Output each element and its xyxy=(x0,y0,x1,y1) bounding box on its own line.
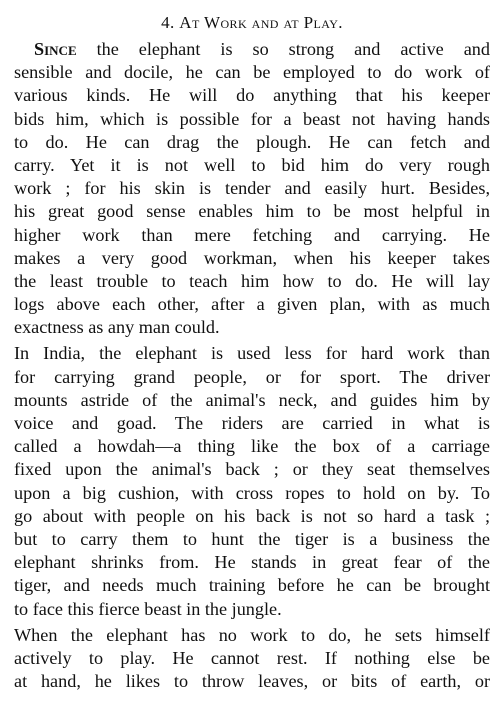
paragraph-3 xyxy=(14,624,490,694)
text-line: the least trouble to teach him how to do. He will lay xyxy=(14,270,490,291)
text-line: various kinds. He will do anything that his keeper xyxy=(14,85,490,106)
text-line: logs above each other, after a given plan, with as much xyxy=(14,294,490,315)
lead-word: Since xyxy=(34,39,77,59)
text-line: at hand, he likes to throw leaves, or bits of earth, or xyxy=(14,671,490,692)
text-line: tiger, and needs much training before he can be brought xyxy=(14,575,490,596)
text-line: to face this fierce beast in the jungle. xyxy=(14,598,282,619)
text-line: bids him, which is possible for a beast not having hands xyxy=(14,108,490,129)
paragraph-2 xyxy=(14,342,490,620)
text-line: fixed upon the animal's back ; or they seat themselves xyxy=(14,459,490,480)
text-line: In India, the elephant is used less for hard work than xyxy=(14,343,490,364)
book-page xyxy=(14,0,490,693)
text-line: actively to play. He cannot rest. If nothing else be xyxy=(14,647,490,668)
chapter-number: 4. xyxy=(161,13,175,32)
chapter-heading xyxy=(14,0,490,38)
text-line: his great good sense enables him to be most helpful in xyxy=(14,201,490,222)
text-line: makes a very good workman, when his keeper takes xyxy=(14,247,490,268)
text-line: higher work than mere fetching and carrying. He xyxy=(14,224,490,245)
text-line: go about with people on his back is not so hard a task ; xyxy=(14,505,490,526)
text-line: for carrying grand people, or for sport. The driver xyxy=(14,366,490,387)
text-line: mounts astride of the animal's neck, and guides him by xyxy=(14,389,490,410)
text-line: Since the elephant is so strong and active and xyxy=(34,39,490,59)
text-line: work ; for his skin is tender and easily hurt. Besides, xyxy=(14,178,490,199)
text-line: carry. Yet it is not well to bid him do very rough xyxy=(14,154,490,175)
text-line: voice and goad. The riders are carried in what is xyxy=(14,413,490,433)
paragraph-1 xyxy=(14,38,490,339)
text-line: sensible and docile, he can be employed to do work of xyxy=(14,62,490,83)
text-line: to do. He can drag the plough. He can fetch and xyxy=(14,131,490,152)
text-line: but to carry them to hunt the tiger is a business the xyxy=(14,528,490,549)
text-line: exactness as any man could. xyxy=(14,317,220,338)
text-line: When the elephant has no work to do, he sets himself xyxy=(14,624,490,645)
chapter-title: At Work and at Play. xyxy=(179,13,343,32)
text-line: upon a big cushion, with cross ropes to hold on by. To xyxy=(14,482,490,503)
text-line: called a howdah—a thing like the box of a carriage xyxy=(14,436,490,457)
text-line: elephant shrinks from. He stands in great fear of the xyxy=(14,552,490,573)
